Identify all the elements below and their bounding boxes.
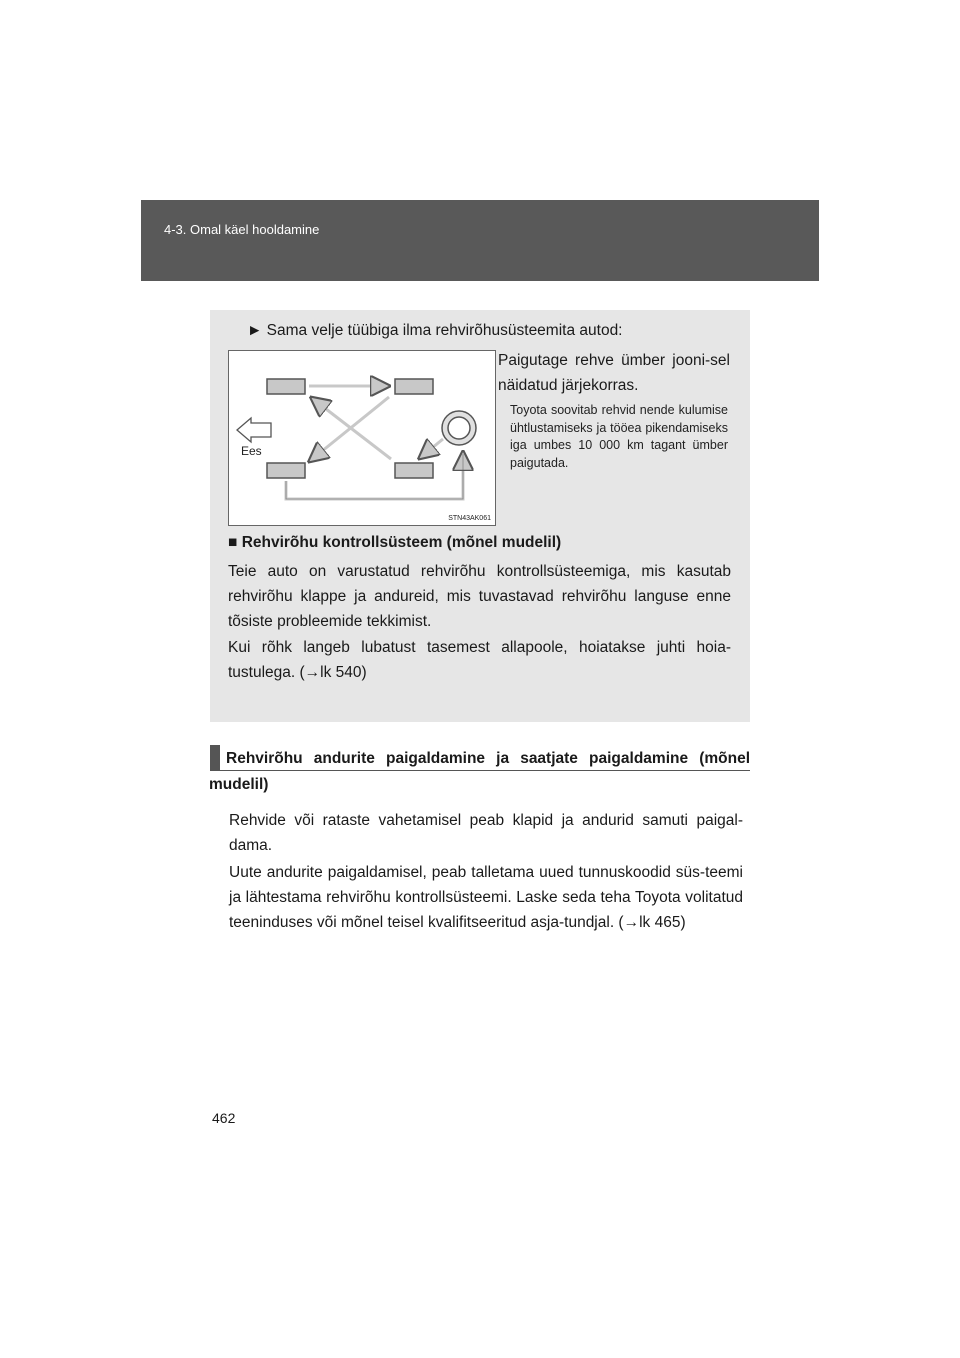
subheading — [228, 534, 561, 552]
body-paragraph-1: Rehvide või rataste vahetamisel peab klapid ja andurid samuti paigal-dama. — [229, 812, 743, 854]
box-paragraph-2: Kui rõhk langeb lubatust tasemest allapoole, hoiatakse juhti hoia-tustulega. (→lk 540) — [228, 639, 731, 681]
info-box — [210, 310, 750, 722]
section-heading-line2: mudelil) — [209, 776, 269, 793]
tire-rotation-diagram — [229, 351, 495, 525]
page-number: 462 — [212, 1110, 236, 1126]
front-arrow-icon — [237, 418, 271, 442]
header-bar — [141, 200, 819, 281]
section-heading — [210, 745, 750, 798]
bullet-line — [247, 322, 623, 340]
box-paragraph-1: Teie auto on varustatud rehvirõhu kontrollsüsteemiga, mis kasutab rehvirõhu klappe ja andureid, mis tuvastavad rehvirõhu languse enne tõsiste probleemide tekkimist. — [228, 563, 731, 630]
square-bullet-icon: ■ — [228, 534, 238, 551]
section-title: 4-3. Omal käel hooldamine — [164, 222, 320, 237]
front-label: Ees — [241, 444, 262, 458]
arrow-spare-to-rr — [421, 439, 443, 457]
figure-note: Toyota soovitab rehvid nende kulumise ühtlustamiseks ja tööea pikendamiseks iga umbes 10 000 km tagant ümber paigutada. — [510, 403, 728, 470]
body-paragraph-2: Uute andurite paigaldamisel, peab talletama uued tunnuskoodid süs-teemi ja lähtestama rehvirõhu kontrollsüsteemi. Laske seda teha Toyota volitatud teeninduses või mõnel teisel kvalifitseeritud asja-tundjal. (→lk 465) — [229, 864, 743, 931]
tire-rotation-figure — [228, 350, 496, 526]
subheading-text: Rehvirõhu kontrollsüsteem (mõnel mudelil) — [241, 534, 562, 551]
tire-front-left — [267, 379, 305, 394]
figure-code: STN43AK061 — [448, 515, 491, 522]
tire-front-right — [395, 379, 433, 394]
tire-rear-left — [267, 463, 305, 478]
tire-rear-right — [395, 463, 433, 478]
bullet-text: Sama velje tüübiga ilma rehvirõhusüsteemita autod: — [266, 322, 623, 339]
section-heading-line1: Rehvirõhu andurite paigaldamine ja saatjate paigaldamine (mõnel — [210, 745, 750, 771]
figure-instruction: Paigutage rehve ümber jooni-sel näidatud järjekorras. — [498, 352, 730, 394]
arrow-rl-to-spare — [286, 454, 463, 499]
bullet-arrow-icon: ► — [247, 322, 263, 339]
